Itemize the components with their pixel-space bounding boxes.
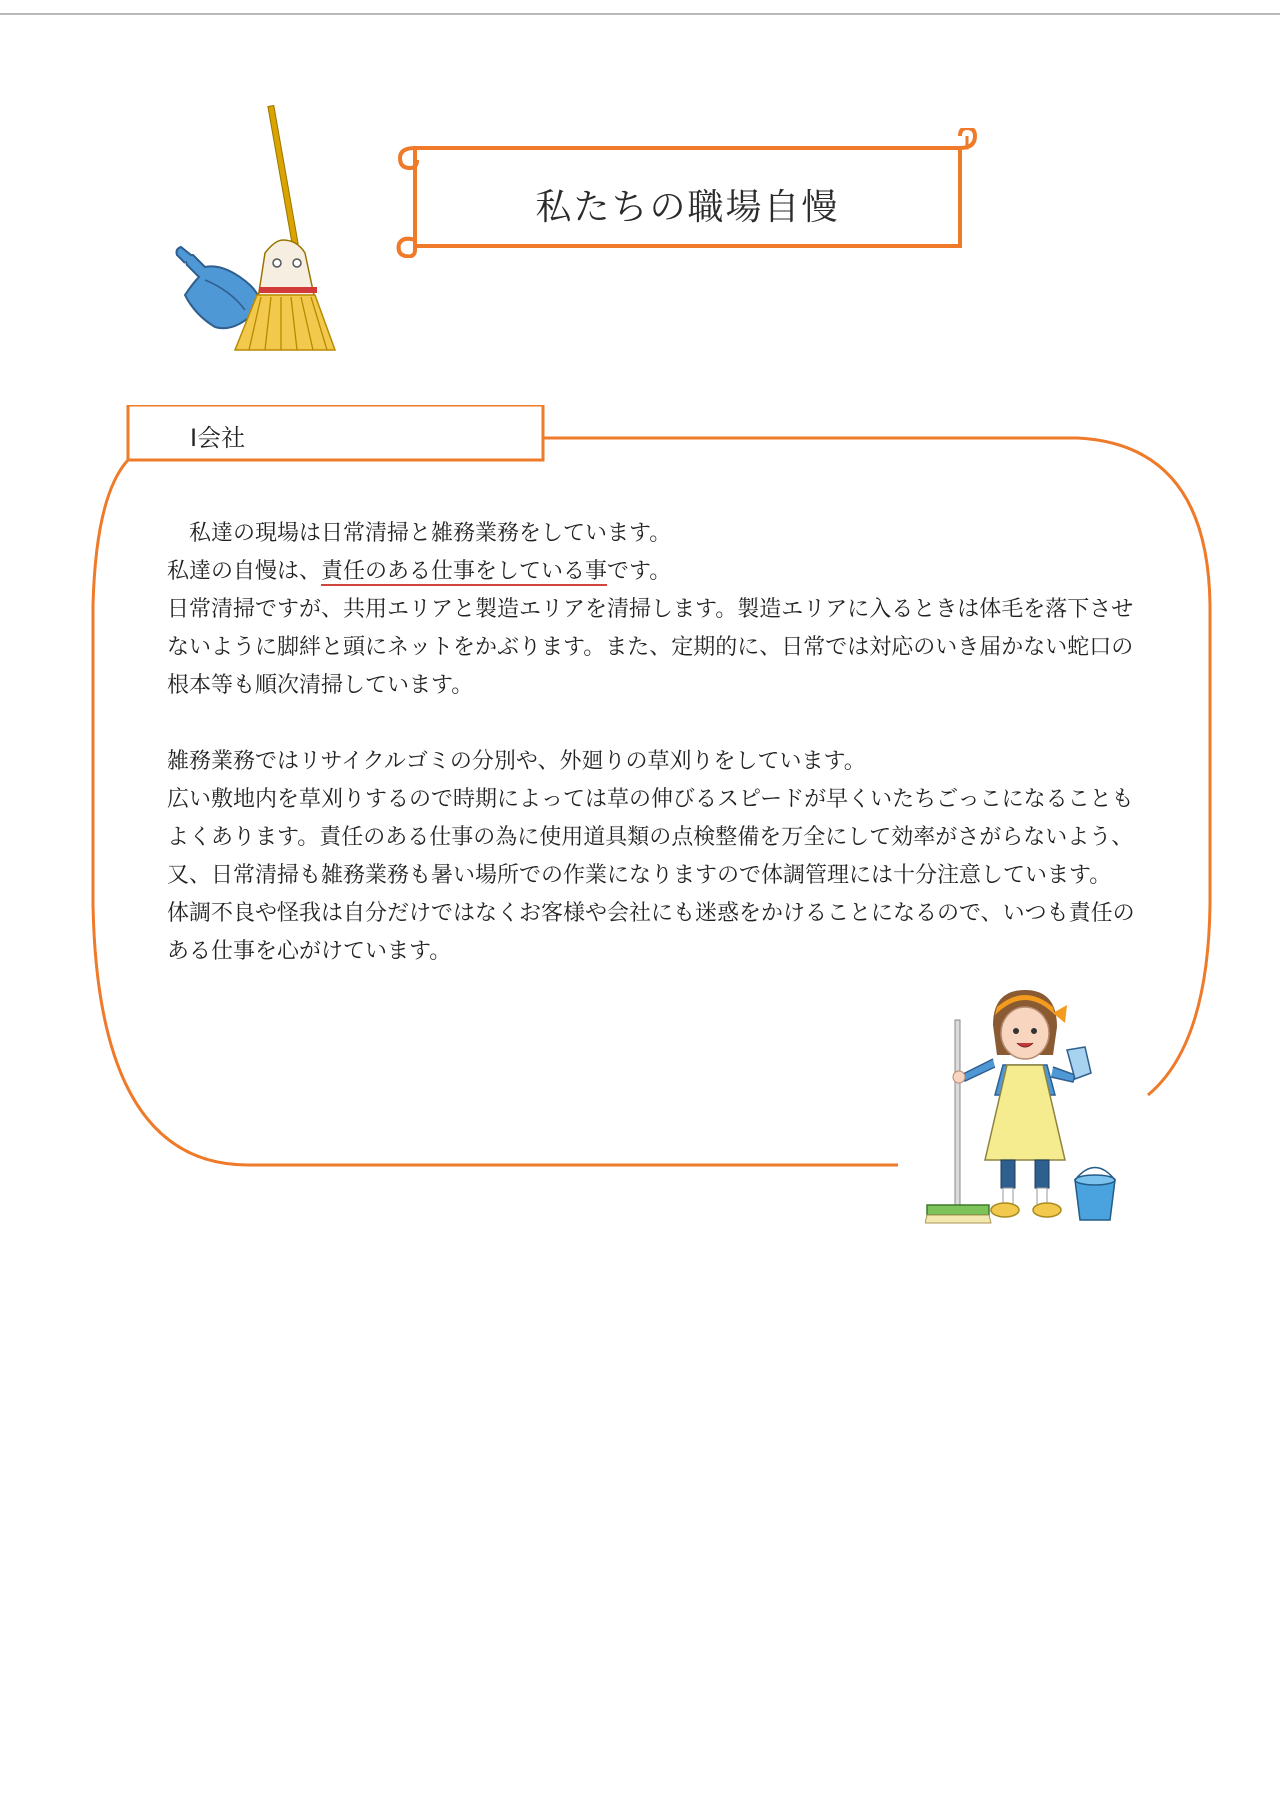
paragraph-misc-duties: 雑務業務ではリサイクルゴミの分別や、外廻りの草刈りをしています。	[167, 749, 866, 774]
paragraph-health: 体調不良や怪我は自分だけではなくお客様や会社にも迷惑をかけることになるので、いつも責任のある仕事を心がけています。	[167, 901, 1135, 964]
paragraph-pride	[167, 553, 1152, 591]
paragraph-intro: 私達の現場は日常清掃と雑務業務をしています。	[167, 521, 672, 546]
body-text	[167, 515, 1152, 971]
paragraph-daily-cleaning: 日常清掃ですが、共用エリアと製造エリアを清掃します。製造エリアに入るときは体毛を落下させないように脚絆と頭にネットをかぶります。また、定期的に、日常では対応のいき届かない蛇口の根本等も順次清掃しています。	[167, 597, 1134, 698]
mop-icon	[925, 1020, 991, 1223]
pride-underlined-phrase: 責任のある仕事をしている事	[321, 559, 608, 584]
top-rule	[0, 13, 1280, 15]
broom-and-dustpan-clipart	[165, 105, 365, 355]
pride-prefix: 私達の自慢は、	[167, 559, 322, 584]
cleaning-woman-clipart	[925, 985, 1125, 1230]
dustpan-icon	[177, 247, 260, 328]
broom-icon	[235, 106, 335, 350]
bucket-icon	[1075, 1168, 1115, 1221]
paragraph-spacer	[167, 705, 1152, 743]
company-label: Ⅰ会社	[190, 424, 246, 452]
paragraph-grass-cutting: 広い敷地内を草刈りするので時期によっては草の伸びるスピードが早くいたちごっこになることもよくあります。責任のある仕事の為に使用道具類の点検整備を万全にして効率がさがらないよう、又、日常清掃も雑務業務も暑い場所での作業になりますので体調管理には十分注意しています。	[167, 787, 1134, 888]
cleaning-woman-icon	[953, 990, 1091, 1217]
pride-suffix: です。	[607, 559, 672, 584]
page-title: 私たちの職場自慢	[535, 186, 840, 228]
